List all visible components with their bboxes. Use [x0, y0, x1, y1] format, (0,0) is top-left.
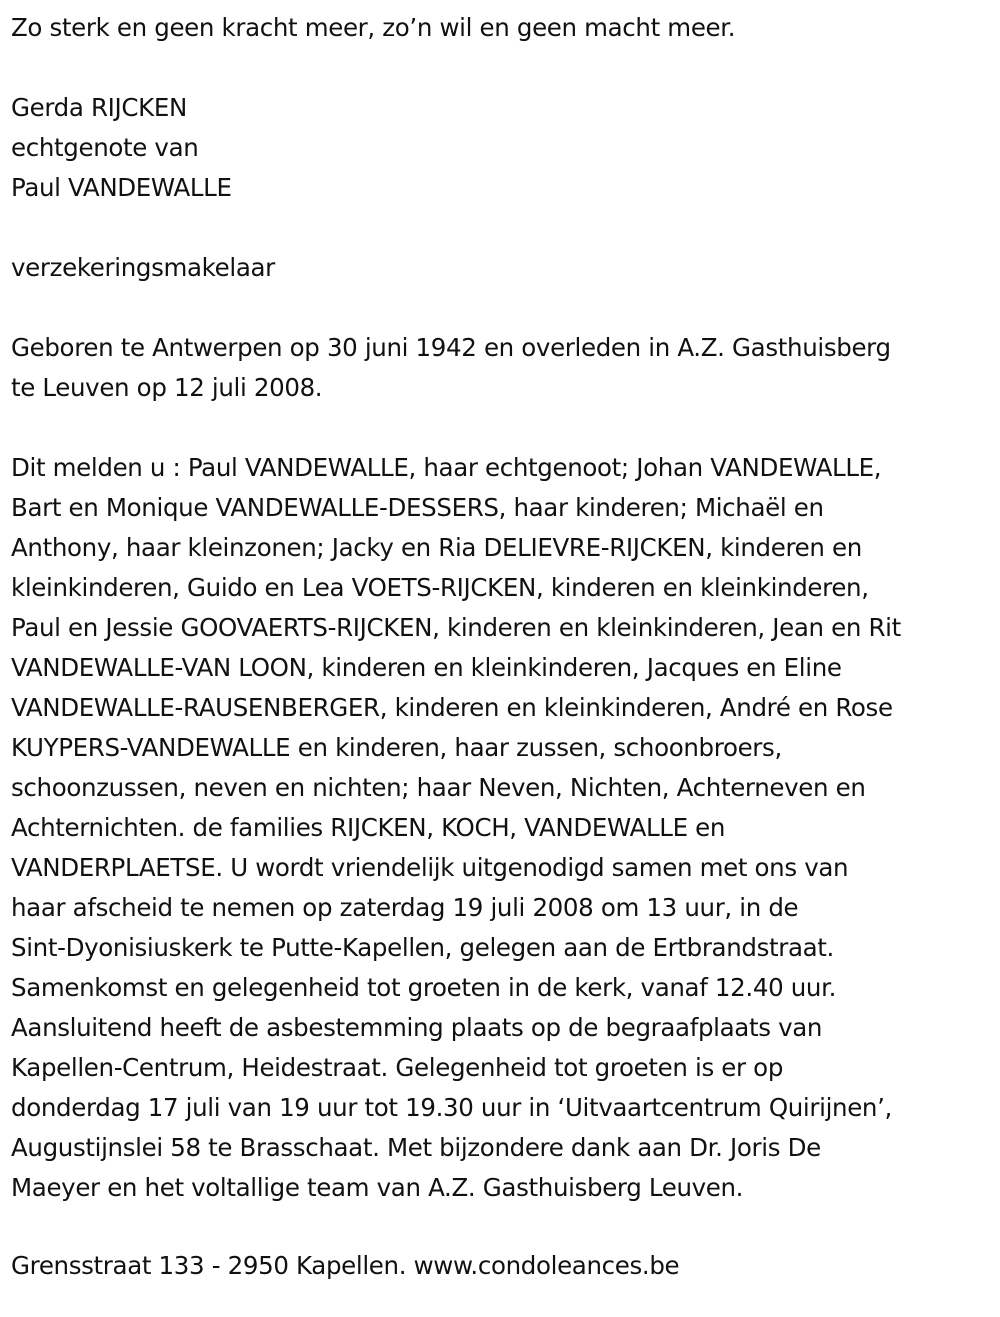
- obituary-document: [11, 8, 996, 1286]
- birth-death-paragraph: Geboren te Antwerpen op 30 juni 1942 en overleden in A.Z. Gasthuisberg te Leuven op 12 juli 2008.: [11, 333, 891, 402]
- relation-label: echtgenote van: [11, 133, 199, 162]
- spacer: [11, 288, 996, 328]
- spouse-name: Paul VANDEWALLE: [11, 173, 232, 202]
- deceased-name: Gerda RIJCKEN: [11, 93, 187, 122]
- motto: Zo sterk en geen kracht meer, zo’n wil en geen macht meer.: [11, 13, 736, 42]
- spacer: [11, 208, 996, 248]
- announcement-paragraph: Dit melden u : Paul VANDEWALLE, haar echtgenoot; Johan VANDEWALLE, Bart en Monique VANDEWALLE-DESSERS, haar kinderen; Michaël en Anthony, haar kleinzonen; Jacky en Ria DELIEVRE-RIJCKEN, kinderen en kleinkinderen, Guido en Lea VOETS-RIJCKEN, kinderen en kleinkinderen, Paul en Jessie GOOVAERTS-RIJCKEN, kinderen en kleinkinderen, Jean en Rit VANDEWALLE-VAN LOON, kinderen en kleinkinderen, Jacques en Eline VANDEWALLE-RAUSENBERGER, kinderen en kleinkinderen, André en Rose KUYPERS-VANDEWALLE en kinderen, haar zussen, schoonbroers, schoonzussen, neven en nichten; haar Neven, Nichten, Achterneven en Achternichten. de families RIJCKEN, KOCH, VANDEWALLE en VANDERPLAETSE. U wordt vriendelijk uitgenodigd samen met ons van haar afscheid te nemen op zaterdag 19 juli 2008 om 13 uur, in de Sint-Dyonisiuskerk te Putte-Kapellen, gelegen aan de Ertbrandstraat. Samenkomst en gelegenheid tot groeten in de kerk, vanaf 12.40 uur. Aansluitend heeft de asbestemming plaats op de begraafplaats van Kapellen-Centrum, Heidestraat. Gelegenheid tot groeten is er op donderdag 17 juli van 19 uur tot 19.30 uur in ‘Uitvaartcentrum Quirijnen’, Augustijnslei 58 te Brasschaat. Met bijzondere dank aan Dr. Joris De Maeyer en het voltallige team van A.Z. Gasthuisberg Leuven.: [11, 453, 901, 1202]
- spacer: [11, 1208, 996, 1246]
- footer-address: Grensstraat 133 - 2950 Kapellen. www.condoleances.be: [11, 1251, 680, 1280]
- spacer: [11, 408, 996, 448]
- occupation: verzekeringsmakelaar: [11, 253, 275, 282]
- spacer: [11, 48, 996, 88]
